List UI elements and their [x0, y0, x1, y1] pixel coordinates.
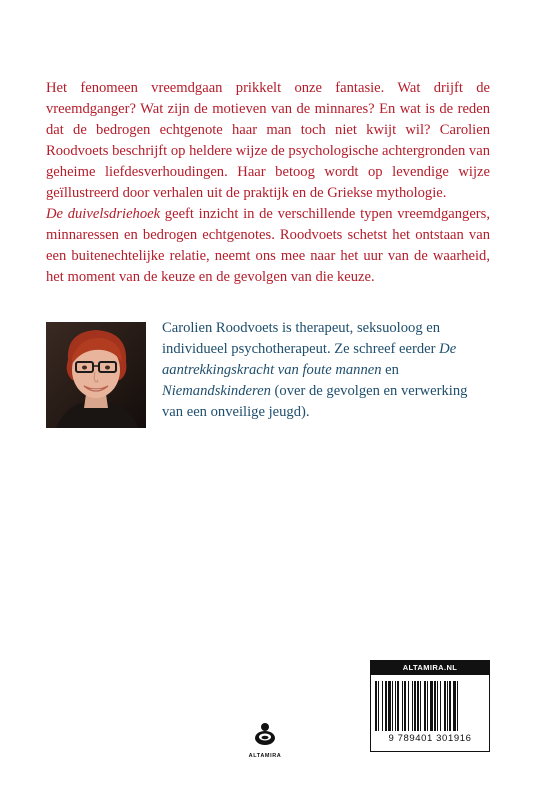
- bio-intro: Carolien Roodvoets is therapeut, seksuoloog en individueel psychotherapeut. Ze schreef eerder: [162, 320, 441, 357]
- isbn-number: 9 789401 301916: [388, 733, 472, 744]
- author-portrait-image: [46, 322, 146, 428]
- previous-book-1: De aantrekkingskracht van foute mannen: [162, 341, 457, 378]
- blurb-paragraph-2: [46, 204, 490, 288]
- publisher-logo: [245, 722, 285, 759]
- bio-outro: (over de gevolgen en verwerking van een onveilige jeugd).: [162, 383, 468, 420]
- bio-and: en: [381, 362, 399, 378]
- blurb-paragraph-2-text: geeft inzicht in de verschillende typen vreemdgangers, minnaressen en bedrogen echtgenotes. Roodvoets schetst het ontstaan van een buitenechtelijke relatie, neemt ons mee naar het uur van de waarheid, het moment van de keuze en de gevolgen van die keuze.: [46, 206, 490, 285]
- barcode-block: [370, 660, 490, 752]
- publisher-emblem-icon: [254, 722, 276, 746]
- author-photo: [46, 322, 146, 428]
- publisher-name: ALTAMIRA: [248, 753, 282, 759]
- blurb-paragraph-1: Het fenomeen vreemdgaan prikkelt onze fantasie. Wat drijft de vreemdganger? Wat zijn de motieven van de minnares? En wat is de reden dat de bedrogen echtgenote haar man toch niet kwijt wil? Carolien Roodvoets beschrijft op heldere wijze de psychologische achtergronden van geheime liefdesverhoudingen. Haar betoog wordt op levendige wijze geïllustreerd door verhalen uit de praktijk en de Griekse mythologie.: [46, 80, 490, 201]
- previous-book-2: Niemandskinderen: [162, 383, 271, 399]
- back-cover-blurb: [46, 78, 490, 288]
- book-title: De duivelsdriehoek: [46, 206, 161, 222]
- author-bio: [162, 318, 492, 423]
- publisher-website: ALTAMIRA.NL: [371, 661, 489, 675]
- barcode-bars: [375, 681, 485, 733]
